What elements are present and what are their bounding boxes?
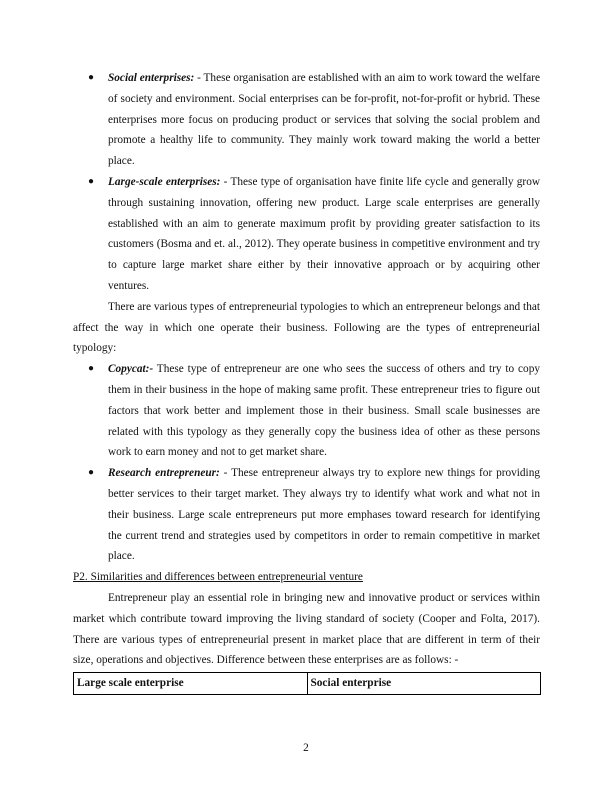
list-item — [73, 463, 540, 567]
typology-list — [73, 359, 540, 567]
table-header-row — [74, 673, 541, 695]
enterprise-types-list — [73, 68, 540, 297]
page-number: 2 — [303, 742, 309, 754]
list-item-text: - These organisation are established with an aim to work toward the welfare of society and environment. Social enterprises can be for-profit, not-for-profit or hybrid. These enterprises more focus on producing product or services that solving the social problem and promote a healthy life to community. They mainly work toward making the world a better place. — [108, 72, 540, 168]
page-content — [73, 68, 540, 695]
table-header-cell: Social enterprise — [307, 673, 541, 695]
list-item-term: Social enterprises: — [108, 72, 195, 84]
list-item — [73, 359, 540, 463]
bullet-icon: ● — [88, 363, 95, 375]
bullet-icon: ● — [88, 72, 95, 83]
list-item-term: Copycat:- — [108, 363, 154, 376]
intro-paragraph: Entrepreneur play an essential role in bringing new and innovative product or services within market which contribute toward improving the living standard of society (Cooper and Folta, 2017). There are various types of entrepreneurial present in market place that are different in term of their size, operations and objectives. Difference between these enterprises are as follows: - — [73, 591, 540, 667]
list-item-term: Large-scale enterprises: — [108, 175, 221, 188]
typology-paragraph: There are various types of entrepreneurial typologies to which an entrepreneur belongs and that affect the way in which one operate their business. Following are the types of entrepreneurial typology: — [73, 300, 540, 355]
section-heading: P2. Similarities and differences between entrepreneurial venture — [73, 571, 363, 584]
comparison-table — [73, 672, 541, 695]
table-header-cell: Large scale enterprise — [74, 673, 308, 695]
list-item-text: - These entrepreneur always try to explore new things for providing better services to their target market. They always try to identify what work and what not in their business. Large scale entrepreneurs put more emphases toward research for identifying the current trend and strategies used by competitors in order to remain competitive in market place. — [108, 467, 540, 563]
list-item-text: These type of entrepreneur are one who sees the success of others and try to copy them in their business in the hope of making same profit. These entrepreneur tries to figure out factors that work better and implement those in their business. Small scale businesses are related with this typology as they generally copy the business idea of other as these persons work to earn money and not to get market share. — [108, 363, 540, 459]
bullet-icon: ● — [88, 175, 95, 187]
list-item — [73, 68, 540, 172]
bullet-icon: ● — [88, 467, 95, 479]
list-item-text: - These type of organisation have finite life cycle and generally grow through sustaining innovation, offering new product. Large scale enterprises are generally established with an aim to generate maximum profit by providing greater satisfaction to its customers (Bosma and et. al., 2012). They operate business in competitive environment and try to capture large market share either by their innovative approach or by acquiring other ventures. — [108, 175, 540, 292]
list-item-term: Research entrepreneur: — [108, 467, 220, 480]
list-item — [73, 172, 540, 297]
